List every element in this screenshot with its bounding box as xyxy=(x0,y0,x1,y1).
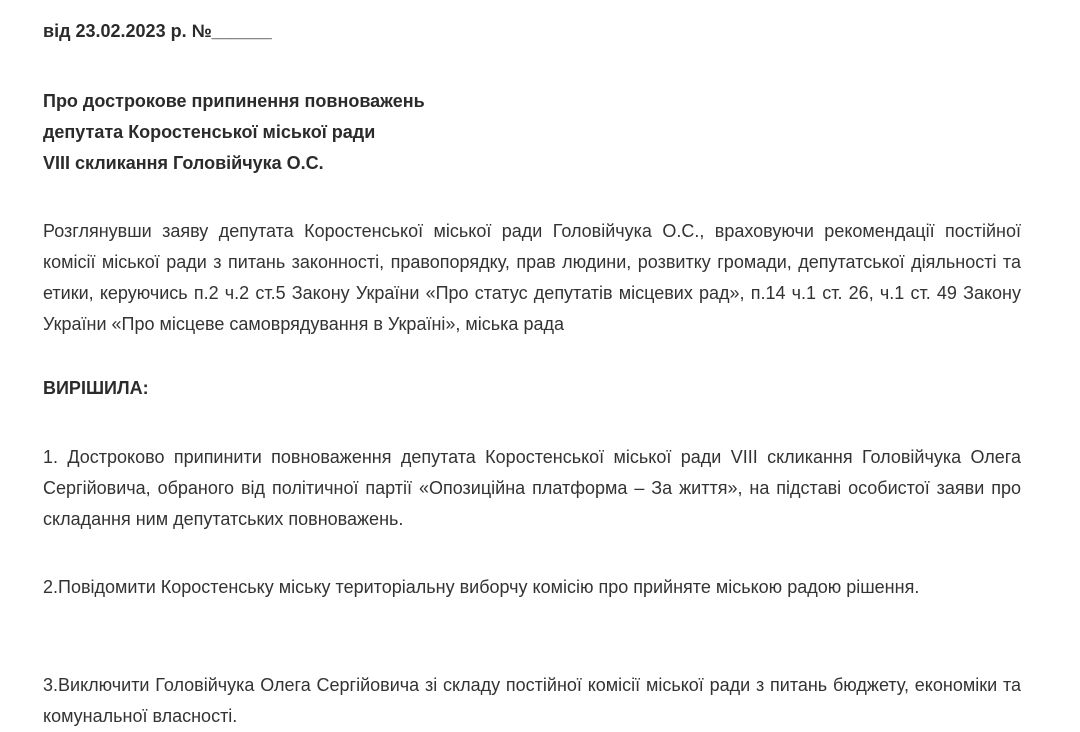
decision-title xyxy=(43,86,425,179)
decided-heading: ВИРІШИЛА: xyxy=(43,378,149,398)
decision-item-3: 3.Виключити Головійчука Олега Сергійовича зі складу постійної комісії міської ради з питань бюджету, економіки та комунальної власності. xyxy=(43,675,1021,726)
decision-item-2: 2.Повідомити Коростенську міську територіальну виборчу комісію про прийняте міською радою рішення. xyxy=(43,577,920,597)
decision-item-1: 1. Достроково припинити повноваження депутата Коростенської міської ради VIII скликання Головійчука Олега Сергійовича, обраного від політичної партії «Опозиційна платформа – За життя», на підставі особистої заяви про складання ним депутатських повноважень. xyxy=(43,447,1021,529)
title-line-1: Про дострокове припинення повноважень xyxy=(43,91,425,111)
title-line-3: VIII скликання Головійчука О.С. xyxy=(43,153,324,173)
title-line-2: депутата Коростенської міської ради xyxy=(43,122,376,142)
decision-date-line: від 23.02.2023 р. №______ xyxy=(43,21,272,41)
intro-paragraph: Розглянувши заяву депутата Коростенської міської ради Головійчука О.С., враховуючи рекомендації постійної комісії міської ради з питань законності, правопорядку, прав людини, розвитку громади, депутатської діяльності та етики, керуючись п.2 ч.2 ст.5 Закону України «Про статус депутатів місцевих рад», п.14 ч.1 ст. 26, ч.1 ст. 49 Закону України «Про місцеве самоврядування в Україні», міська рада xyxy=(43,221,1021,334)
